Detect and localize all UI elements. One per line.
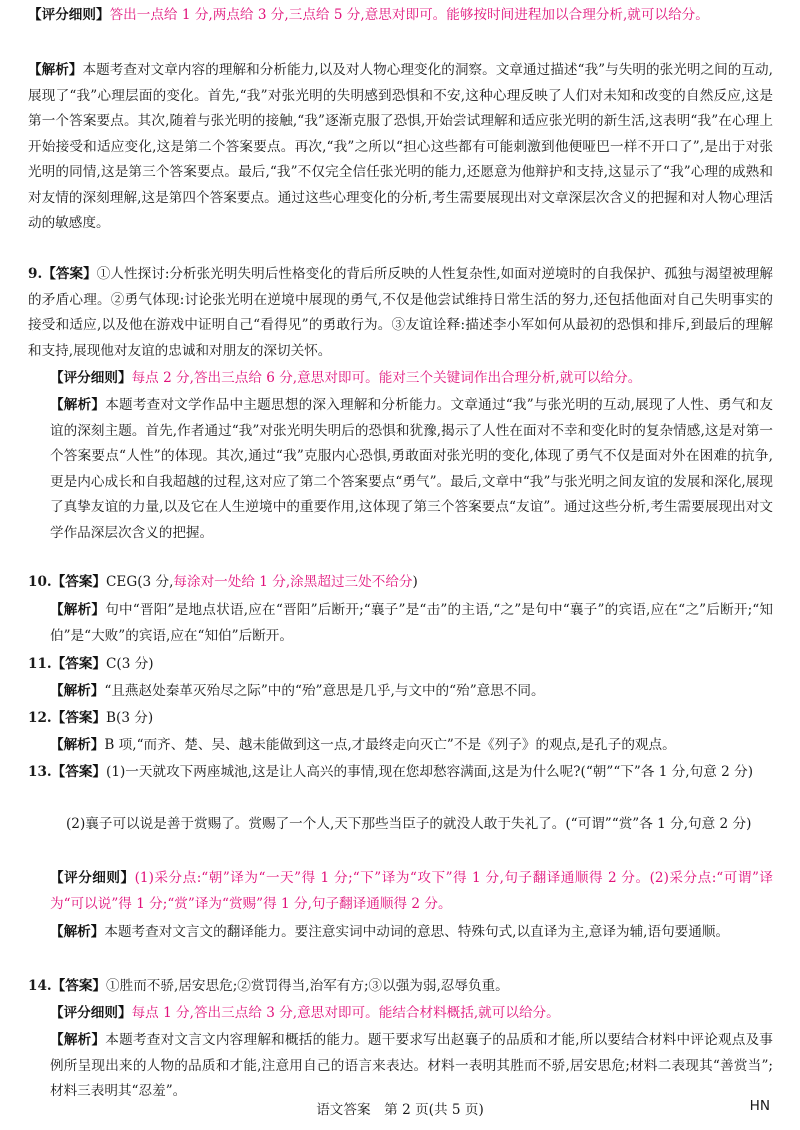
q14-answer	[28, 974, 773, 1000]
q13-answer-part2	[66, 812, 773, 838]
analysis-label: 【解析】	[28, 62, 83, 78]
q10-answer	[28, 570, 773, 596]
q9-rubric	[50, 366, 773, 392]
question-number: 12.	[28, 710, 52, 726]
question-number: 13.	[28, 764, 52, 780]
analysis-label: 【解析】	[50, 602, 106, 618]
answer-label: 【答案】	[51, 574, 107, 590]
q9-answer	[28, 262, 773, 364]
analysis-label: 【解析】	[50, 683, 105, 699]
answer-text: B(3 分)	[106, 710, 154, 726]
rubric-text: 答出一点给 1 分,两点给 3 分,三点给 5 分,意思对即可。能够按时间进程加以合理分析,就可以给分。	[109, 7, 709, 23]
answer-label: 【答案】	[51, 978, 107, 994]
q8-analysis	[28, 58, 773, 237]
question-number: 9.	[28, 266, 43, 282]
answer-text: C(3 分)	[106, 656, 154, 672]
answer-close: )	[412, 574, 418, 590]
rubric-label: 【评分细则】	[50, 870, 135, 886]
region-code: HN	[749, 1098, 770, 1114]
analysis-text: 本题考查对文言文的翻译能力。要注意实词中动词的意思、特殊句式,以直译为主,意译为辅,语句要通顺。	[104, 924, 730, 940]
analysis-label: 【解析】	[50, 397, 106, 413]
answer-label: 【答案】	[51, 710, 107, 726]
rubric-label: 【评分细则】	[50, 1005, 132, 1021]
q14-rubric	[50, 1001, 773, 1027]
rubric-text: 每点 2 分,答出三点给 6 分,意思对即可。能对三个关键词作出合理分析,就可以给分。	[131, 370, 642, 386]
analysis-text: 本题考查对文言文内容理解和概括的能力。题干要求写出赵襄子的品质和才能,所以要结合材料中评论观点及事例所呈现出来的人物的品质和才能,注意用自己的语言来表达。材料一表明其胜而不骄,居安思危;材料二表现其“善赏当”;材料三表明其“忍羞”。	[50, 1032, 774, 1099]
answer-text: ①人性探讨:分析张光明失明后性格变化的背后所反映的人性复杂性,如面对逆境时的自我保护、孤独与渴望被理解的矛盾心理。②勇气体现:讨论张光明在逆境中展现的勇气,不仅是他尝试维持日常生活的努力,还包括他面对自己失明事实的接受和适应,以及他在游戏中证明自己“看得见”的勇敢行为。③友谊诠释:描述李小军如何从最初的恐惧和排斥,到最后的理解和支持,展现他对友谊的忠诚和对朋友的深切关怀。	[28, 266, 774, 359]
question-number: 11.	[28, 656, 52, 672]
analysis-label: 【解析】	[50, 1032, 106, 1048]
analysis-text: B 项,“而齐、楚、吴、越未能做到这一点,才最终走向灭亡”不是《列子》的观点,是孔子的观点。	[104, 737, 676, 753]
question-number: 10.	[28, 574, 52, 590]
answer-scoring-note: 每涂对一处给 1 分,涂黑超过三处不给分	[173, 574, 413, 590]
answer-text: (1)一天就攻下两座城池,这是让人高兴的事情,现在您却愁容满面,这是为什么呢?(“朝”“下”各 1 分,句意 2 分)	[106, 764, 753, 780]
page-number: 语文答案 第 2 页(共 5 页)	[316, 1102, 484, 1118]
q9-analysis	[50, 393, 773, 546]
analysis-text: 本题考查对文学作品中主题思想的深入理解和分析能力。文章通过“我”与张光明的互动,展现了人性、勇气和友谊的深刻主题。首先,作者通过“我”对张光明失明后的恐惧和犹豫,揭示了人性在面对不幸和变化时的复杂情感,这是对第一个答案要点“人性”的体现。其次,通过“我”克服内心恐惧,勇敢面对张光明的变化,体现了勇气不仅是面对外在困难的抗争,更是内心成长和自我超越的过程,这对应了第二个答案要点“勇气”。最后,文章中“我”与张光明之间友谊的发展和深化,展现了真挚友谊的力量,以及它在人生逆境中的重要作用,这体现了第三个答案要点“友谊”。通过这些分析,考生需要展现出对文学作品深层次含义的把握。	[50, 397, 774, 541]
analysis-text: “且燕赵处秦革灭殆尽之际”中的“殆”意思是几乎,与文中的“殆”意思不同。	[104, 683, 545, 699]
q11-answer	[28, 652, 773, 678]
rubric-label: 【评分细则】	[28, 7, 110, 23]
q13-rubric	[50, 866, 773, 917]
q11-analysis	[50, 679, 773, 705]
analysis-label: 【解析】	[50, 737, 105, 753]
answer-label: 【答案】	[51, 656, 107, 672]
answer-text: ①胜而不骄,居安思危;②赏罚得当,治军有方;③以强为弱,忍辱负重。	[106, 978, 509, 994]
q10-analysis	[50, 598, 773, 649]
analysis-text: 本题考查对文章内容的理解和分析能力,以及对人物心理变化的洞察。文章通过描述“我”与失明的张光明之间的互动,展现了“我”心理层面的变化。首先,“我”对张光明的失明感到恐惧和不安,这种心理反映了人们对未知和改变的自然反应,这是第一个答案要点。其次,随着与张光明的接触,“我”逐渐克服了恐惧,开始尝试理解和适应张光明的新生活,这表明“我”在心理上开始接受和适应变化,这是第二个答案要点。再次,“我”之所以“担心这些都有可能刺激到他便哑巴一样不开口了”,是出于对张光明的同情,这是第三个答案要点。最后,“我”不仅完全信任张光明的能力,还愿意为他辩护和支持,这显示了“我”心理的成熟和对友情的深刻理解,这是第四个答案要点。通过这些心理变化的分析,考生需要展现出对文章深层次含义的把握和对人物心理活动的敏感度。	[28, 62, 774, 231]
answer-text: CEG(3 分,	[106, 574, 174, 590]
analysis-label: 【解析】	[50, 924, 105, 940]
question-number: 14.	[28, 978, 52, 994]
q12-answer	[28, 706, 773, 732]
q13-answer	[28, 760, 773, 786]
answer-label: 【答案】	[51, 764, 107, 780]
rubric-text: 每点 1 分,答出三点给 3 分,意思对即可。能结合材料概括,就可以给分。	[131, 1005, 560, 1021]
rubric-label: 【评分细则】	[50, 370, 132, 386]
q8-rubric	[28, 3, 773, 29]
analysis-text: 句中“晋阳”是地点状语,应在“晋阳”后断开;“襄子”是“击”的主语,“之”是句中“襄子”的宾语,应在“之”后断开;“知伯”是“大败”的宾语,应在“知伯”后断开。	[50, 602, 773, 644]
q14-analysis	[50, 1028, 773, 1105]
q12-analysis	[50, 733, 773, 759]
answer-text-2: (2)襄子可以说是善于赏赐了。赏赐了一个人,天下那些当臣子的就没人敢于失礼了。(“可谓”“赏”各 1 分,句意 2 分)	[66, 816, 752, 832]
q13-analysis	[50, 920, 773, 946]
rubric-text: (1)采分点:“朝”译为“一天”得 1 分;“下”译为“攻下”得 1 分,句子翻译通顺得 2 分。(2)采分点:“可谓”译为“可以说”得 1 分;“赏”译为“赏赐”得 1 分,句子翻译通顺得 2 分。	[50, 870, 773, 912]
answer-label: 【答案】	[42, 266, 97, 282]
